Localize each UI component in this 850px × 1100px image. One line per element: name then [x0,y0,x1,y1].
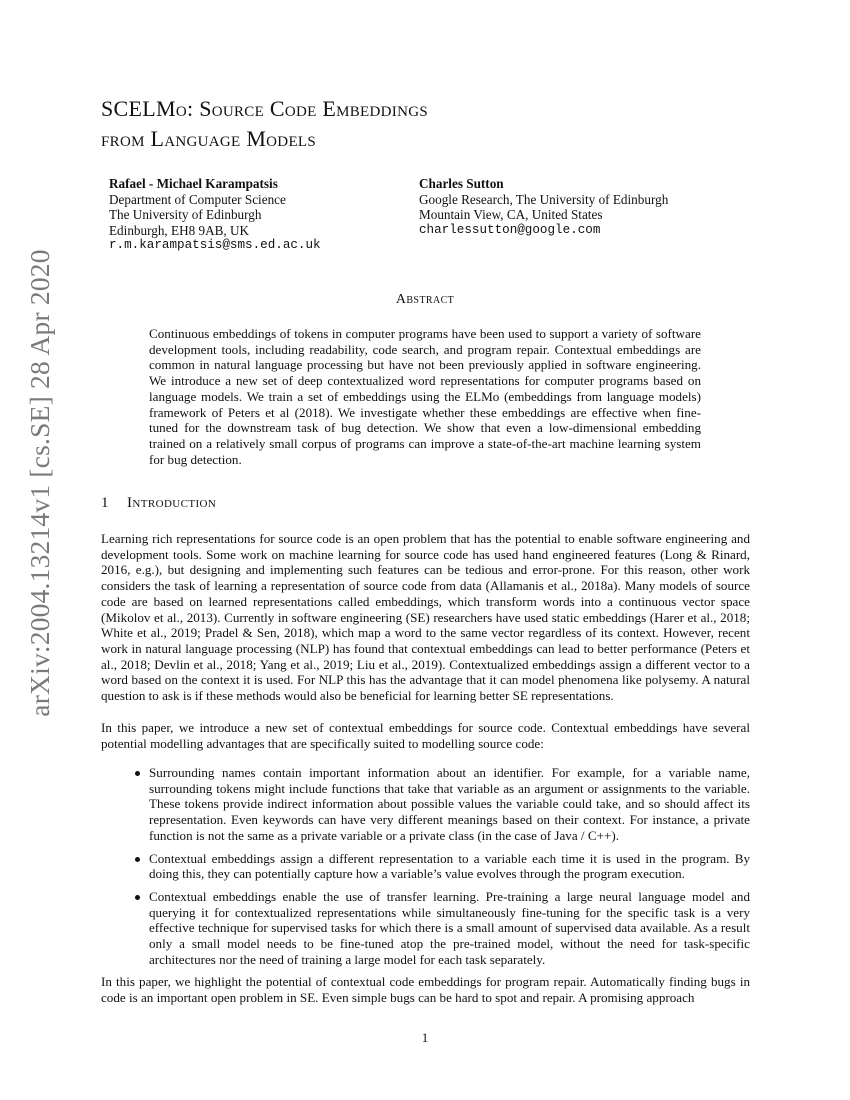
section-title: Introduction [127,495,217,511]
arxiv-identifier-stamp: arXiv:2004.13214v1 [cs.SE] 28 Apr 2020 [24,249,55,717]
intro-paragraph-3: In this paper, we highlight the potential of contextual code embeddings for program repair. Automatically finding bugs in code is an important open problem in SE. Even simple bugs can be hard to spot and repair. A promising approach [101,974,750,1005]
list-item [101,851,750,882]
list-item [101,765,750,844]
title-line-1: SCELMo: Source Code Embeddings [101,96,428,121]
author-1-affiliation-1: Department of Computer Science [109,191,286,207]
author-2 [419,176,668,238]
author-1-name: Rafael - Michael Karampatsis [109,176,278,191]
bullet-icon [135,771,140,776]
author-2-affiliation-1: Google Research, The University of Edinburgh [419,191,669,207]
author-1-affiliation-3: Edinburgh, EH8 9AB, UK [109,222,250,238]
author-2-affiliation-2: Mountain View, CA, United States [419,207,603,223]
author-1 [109,176,321,254]
author-2-email[interactable]: charlessutton@google.com [419,222,601,237]
page-number: 1 [421,1030,429,1045]
list-item-text: Contextual embeddings enable the use of transfer learning. Pre-training a large neural language model and querying it for contextualized representations while simultaneously fine-tuning for the specific task is a very effective technique for supervised tasks for which there is a small amount of supervised data available. As a result only a small model needs to be fine-tuned atop the pre-trained model, without the need for task-specific architectures nor the need of training a large model for each task separately. [149,888,750,967]
intro-paragraph-2: In this paper, we introduce a new set of contextual embeddings for source code. Contextual embeddings have several potential modelling advantages that are specifically suited to modelling source code: [101,720,750,751]
abstract-body: Continuous embeddings of tokens in computer programs have been used to support a variety of software development tools, including readability, code search, and program repair. Contextual embeddings are common in natural language processing but have not been previously applied in software engineering. We introduce a new set of deep contextualized word representations for computer programs based on language models. We train a set of embeddings using the ELMo (embeddings from language models) framework of Peters et al (2018). We investigate whether these embeddings are effective when fine-tuned for the downstream task of bug detection. We show that even a low-dimensional embedding trained on a relatively small corpus of programs can improve a state-of-the-art machine learning system for bug detection. [149,326,701,467]
section-heading-introduction [101,495,216,512]
title-line-2: from Language Models [101,126,317,151]
abstract-heading: Abstract [395,292,455,307]
bullet-icon [135,895,140,900]
intro-paragraph-1: Learning rich representations for source code is an open problem that has the potential to enable software engineering and development tools. Some work on machine learning for source code has used hand engineered features (Long & Rinard, 2016, e.g.), but designing and implementing such features can be tedious and error-prone. For this reason, other work considers the task of learning a representation of source code from data (Allamanis et al., 2018a). Many models of source code are based on learned representations called embeddings, which transform words into a continuous vector space (Mikolov et al., 2013). Currently in software engineering (SE) researchers have used static embeddings (Harer et al., 2018; White et al., 2019; Pradel & Sen, 2018), which map a word to the same vector regardless of its context. However, recent work in natural language processing (NLP) has found that contextual embeddings can lead to better performance (Peters et al., 2018; Devlin et al., 2018; Yang et al., 2019; Liu et al., 2019). Contextualized embeddings assign a different vector to a word based on the context it is used. For NLP this has the advantage that it can model phenomena like polysemy. A natural question to ask is if these methods would also be beneficial for learning better SE representations. [101,531,750,704]
list-item [101,889,750,968]
paper-title [101,94,621,154]
section-number: 1 [101,495,109,511]
list-item-text: Contextual embeddings assign a different representation to a variable each time it is used in the program. By doing this, they can potentially capture how a variable’s value evolves through the program execution. [149,850,750,882]
author-1-affiliation-2: The University of Edinburgh [109,207,262,223]
list-item-text: Surrounding names contain important information about an identifier. For example, for a variable name, surrounding tokens might include functions that take that variable as an argument or assignments to the variable. These tokens provide indirect information about possible values the variable could take, and so should affect its representation. Even keywords can have very different meanings based on their context. For instance, a private function is not the same as a private variable or a private class (in the case of Java / C++). [149,765,750,843]
advantages-list [101,765,750,974]
author-2-name: Charles Sutton [419,176,504,191]
bullet-icon [135,857,140,862]
author-1-email[interactable]: r.m.karampatsis@sms.ed.ac.uk [109,238,321,253]
